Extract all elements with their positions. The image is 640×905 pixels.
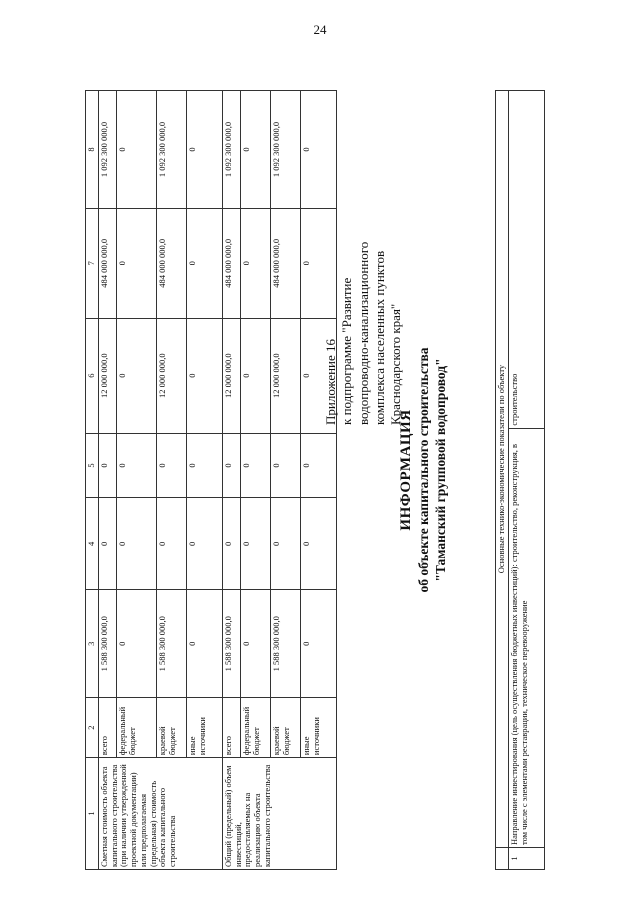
table-row [116, 91, 156, 870]
appendix-line: комплекса населенных пунктов [371, 250, 387, 425]
cell-value: 0 [186, 590, 222, 698]
group1-title: Сметная стоимость объекта капитального строительства (при наличии утвержденной проектной документации) или предполагаемая (предельная) стоимость объекта капитального строительства [98, 758, 222, 870]
cell-value: 0 [270, 433, 300, 498]
cell-value: 1 588 300 000,0 [222, 590, 240, 698]
col-number: 8 [86, 91, 99, 209]
table-row [270, 91, 300, 870]
row-number: 1 [508, 848, 544, 870]
appendix-line: Приложение 16 [323, 338, 338, 425]
cell-value: 0 [98, 433, 116, 498]
table-row [156, 91, 186, 870]
cell-value: 0 [222, 433, 240, 498]
cell-value: 0 [300, 590, 336, 698]
cell-value: 0 [300, 498, 336, 590]
cell-value: 0 [300, 318, 336, 433]
cell-value: 0 [156, 498, 186, 590]
cell-value: 0 [186, 208, 222, 318]
cell-value: 0 [300, 208, 336, 318]
cost-table [85, 90, 337, 870]
cell-value: 0 [98, 498, 116, 590]
table-row [222, 91, 240, 870]
cell-value: 0 [240, 208, 270, 318]
table-row [508, 91, 544, 870]
group2-title: Общий (предельный) объем инвестиций, предоставляемых на реализацию объекта капитального строительства [222, 758, 336, 870]
appendix-line: к подпрограмме "Развитие [339, 277, 355, 425]
col-number: 7 [86, 208, 99, 318]
cell-value: 0 [186, 91, 222, 209]
appendix-block [323, 95, 404, 425]
row-label: всего [222, 698, 240, 758]
cell-value: 12 000 000,0 [222, 318, 240, 433]
cell-value: 484 000 000,0 [222, 208, 240, 318]
document-title [397, 190, 450, 750]
col-number: 4 [86, 498, 99, 590]
cell-value: 1 588 300 000,0 [98, 590, 116, 698]
cell-value: 1 092 300 000,0 [270, 91, 300, 209]
table-row [98, 91, 116, 870]
cell-value: 1 092 300 000,0 [222, 91, 240, 209]
cell-value: 0 [186, 318, 222, 433]
cell-value: 12 000 000,0 [98, 318, 116, 433]
row-label: иные источники [186, 698, 222, 758]
col-number: 2 [86, 698, 99, 758]
cell-value: 1 588 300 000,0 [270, 590, 300, 698]
row-label: иные источники [300, 698, 336, 758]
row-label: Направление инвестирования (цель осуществления бюджетных инвестиций): строительство, реконструкция, в том числе с элементами реставрации, техническое перевооружение [508, 428, 544, 847]
cell-value: 0 [240, 318, 270, 433]
title-subline: об объекте капитального строительства [415, 347, 431, 593]
row-label: всего [98, 698, 116, 758]
row-label: федеральный бюджет [116, 698, 156, 758]
row-label: краевой бюджет [270, 698, 300, 758]
title-heading: ИНФОРМАЦИЯ [398, 409, 414, 531]
cell-value: 12 000 000,0 [270, 318, 300, 433]
cell-value: 0 [240, 433, 270, 498]
cell-value: 0 [240, 91, 270, 209]
cell-value: 484 000 000,0 [98, 208, 116, 318]
col-number: 3 [86, 590, 99, 698]
cell-value: 0 [156, 433, 186, 498]
col-number: 5 [86, 433, 99, 498]
page-number: 24 [313, 22, 327, 37]
indicators-header: Основные технико-экономические показатели по объекту [496, 91, 509, 848]
cell-value: 0 [116, 433, 156, 498]
cell-value: 484 000 000,0 [156, 208, 186, 318]
table-row [186, 91, 222, 870]
cell-value: 484 000 000,0 [270, 208, 300, 318]
cell-value: строительство [508, 91, 544, 429]
cell-value: 0 [186, 433, 222, 498]
title-object-name: "Таманский групповой водопровод" [432, 358, 448, 582]
cell-value: 0 [240, 498, 270, 590]
cell-value: 12 000 000,0 [156, 318, 186, 433]
cell-value: 0 [222, 498, 240, 590]
cell-value: 0 [116, 498, 156, 590]
col-number: 6 [86, 318, 99, 433]
cell-value: 0 [300, 433, 336, 498]
col-number: 1 [86, 758, 99, 870]
column-numbers-row [86, 91, 99, 870]
cell-value: 0 [116, 590, 156, 698]
cell-value: 0 [300, 91, 336, 209]
appendix-line: водопроводно-канализационного [355, 241, 371, 425]
indicators-table [495, 90, 545, 870]
cell-value: 1 092 300 000,0 [98, 91, 116, 209]
table-row [240, 91, 270, 870]
rotated-landscape-content [85, 60, 555, 870]
table-header-row [496, 91, 509, 870]
cell-value: 0 [240, 590, 270, 698]
row-label: федеральный бюджет [240, 698, 270, 758]
cell-value: 0 [116, 91, 156, 209]
cell-value: 0 [186, 498, 222, 590]
cell-value: 1 588 300 000,0 [156, 590, 186, 698]
cell-value: 1 092 300 000,0 [156, 91, 186, 209]
row-label: краевой бюджет [156, 698, 186, 758]
appendix-line: Краснодарского края" [388, 303, 403, 425]
cell-value: 0 [116, 208, 156, 318]
cell-value: 0 [116, 318, 156, 433]
cell-value: 0 [270, 498, 300, 590]
